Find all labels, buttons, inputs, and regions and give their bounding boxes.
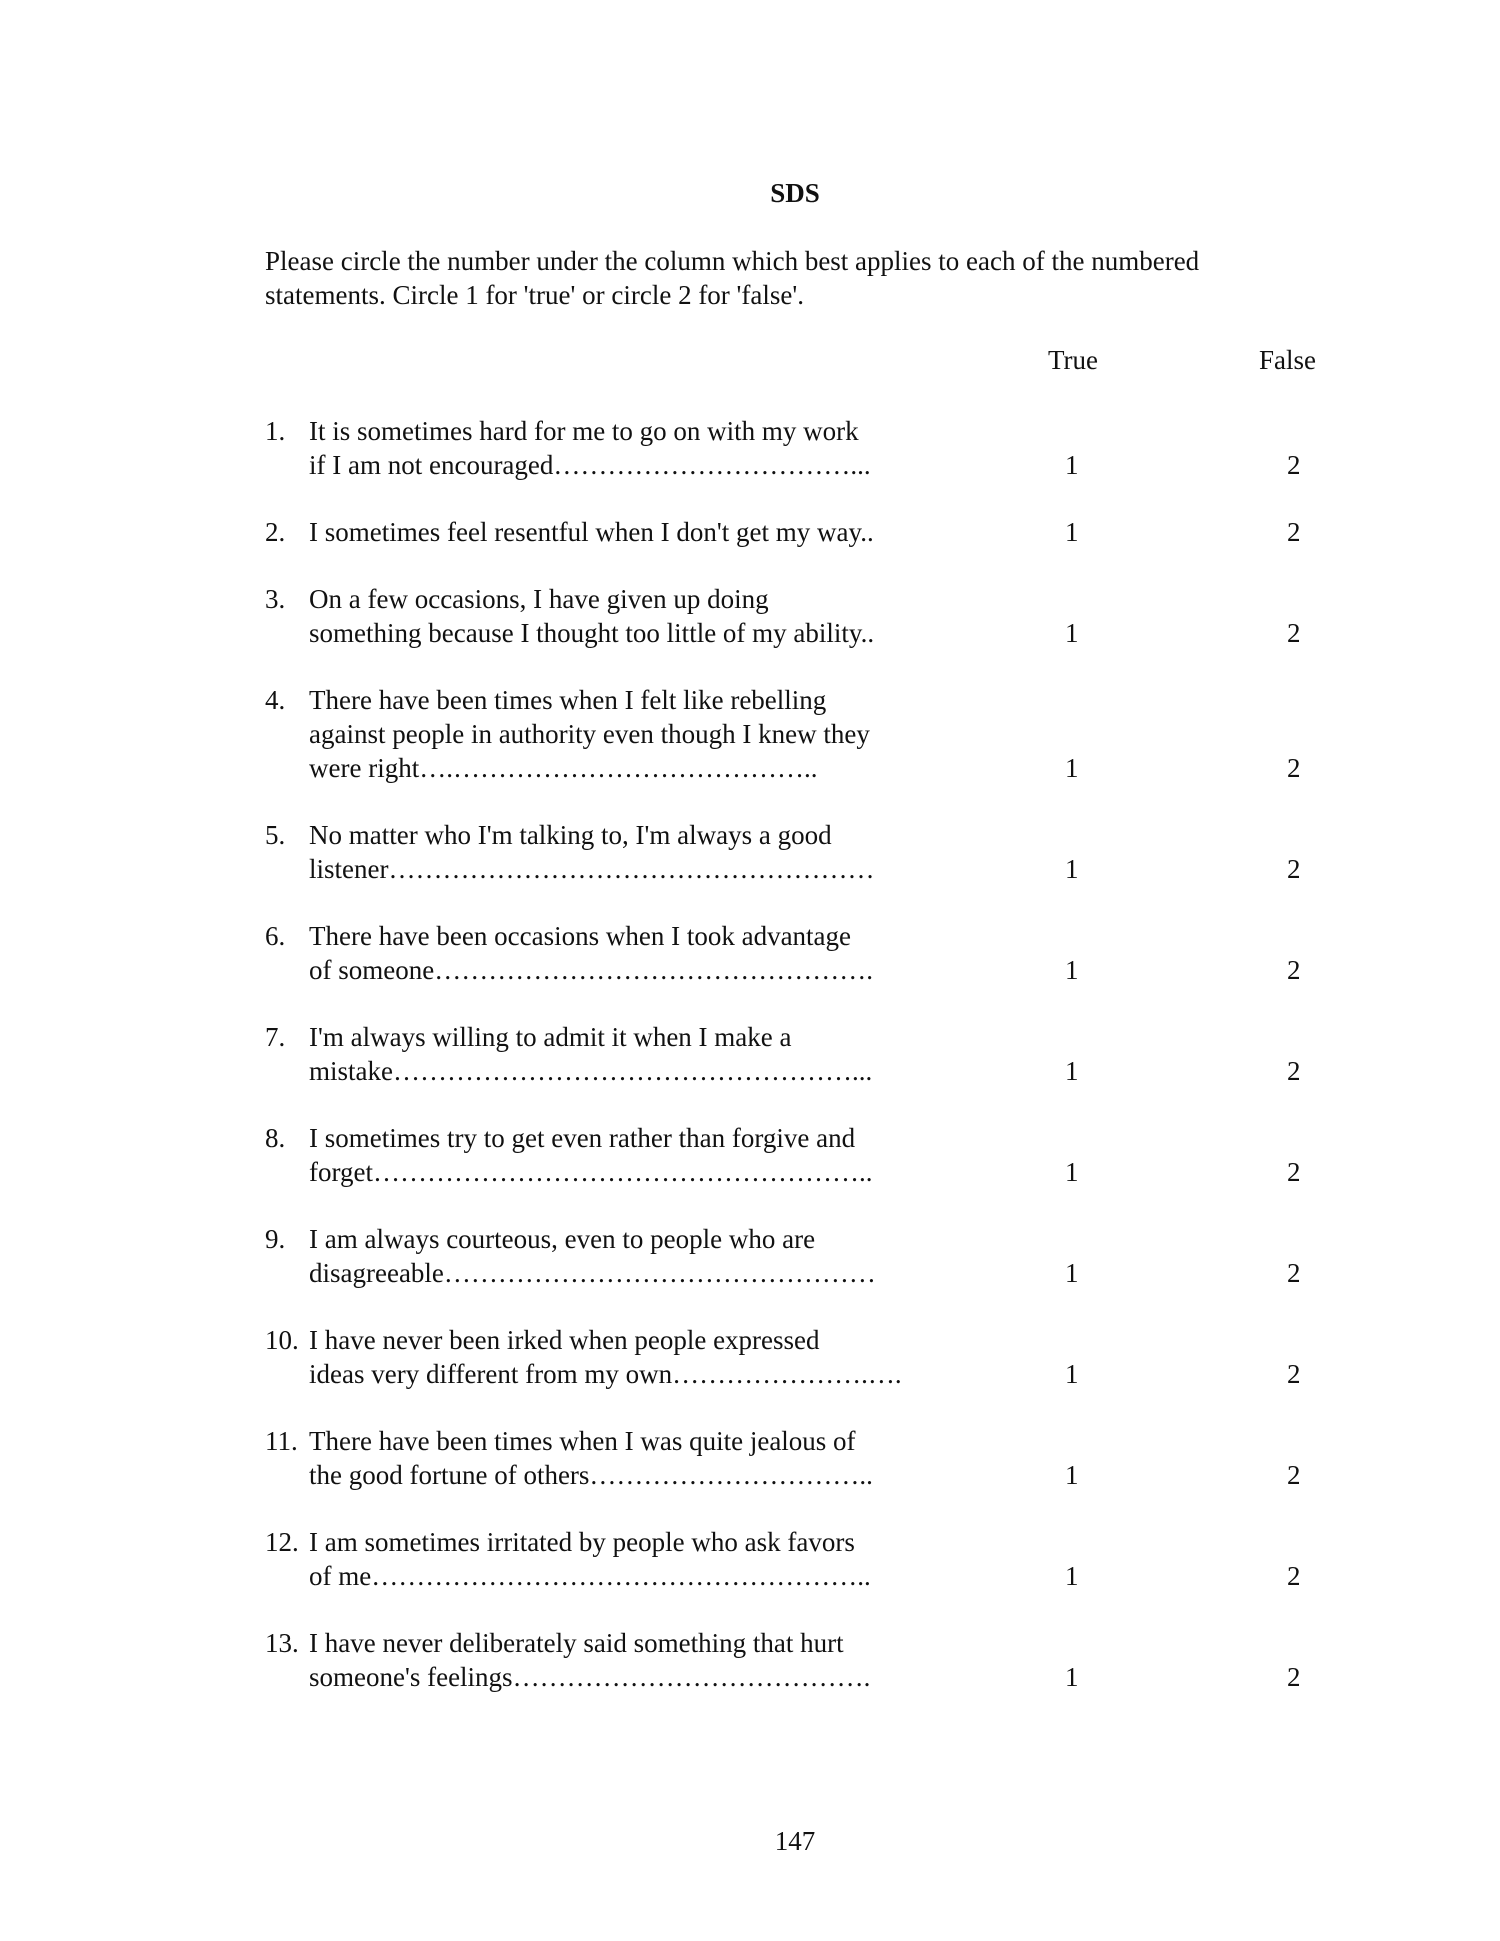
statement-number: 2.: [265, 517, 286, 547]
statement-item: [265, 1222, 1365, 1290]
true-option[interactable]: 1: [1065, 450, 1079, 480]
true-option[interactable]: 1: [1065, 753, 1079, 783]
page-number: 147: [774, 1826, 816, 1856]
statement-item: [265, 919, 1365, 987]
true-option[interactable]: 1: [1065, 1258, 1079, 1288]
statement-item: [265, 1424, 1365, 1492]
statement-item: [265, 582, 1365, 650]
false-option[interactable]: 2: [1287, 1359, 1301, 1389]
statement-text: I'm always willing to admit it when I make a mistake……………………………………………...: [309, 1022, 873, 1086]
statement-number: 9.: [265, 1224, 286, 1254]
false-option[interactable]: 2: [1287, 955, 1301, 985]
statement-item: [265, 1323, 1365, 1391]
statement-item: [265, 1020, 1365, 1088]
statement-number: 3.: [265, 584, 286, 614]
column-header-true: True: [1048, 345, 1099, 375]
statement-text: I have never been irked when people expressed ideas very different from my own………………….….: [309, 1325, 902, 1389]
true-option[interactable]: 1: [1065, 955, 1079, 985]
false-option[interactable]: 2: [1287, 1460, 1301, 1490]
statement-text: I sometimes try to get even rather than forgive and forget………………………………………………..: [309, 1123, 873, 1187]
instructions: Please circle the number under the column which best applies to each of the numbered statements. Circle 1 for 'true' or circle 2 for 'false'.: [265, 246, 1200, 310]
statement-item: [265, 818, 1365, 886]
statement-number: 10.: [265, 1325, 299, 1355]
false-option[interactable]: 2: [1287, 1056, 1301, 1086]
statement-text: On a few occasions, I have given up doing something because I thought too little of my ability..: [309, 584, 875, 648]
true-option[interactable]: 1: [1065, 1662, 1079, 1692]
true-option[interactable]: 1: [1065, 1359, 1079, 1389]
false-option[interactable]: 2: [1287, 1157, 1301, 1187]
statement-item: [265, 414, 1365, 482]
statement-text: I sometimes feel resentful when I don't get my way..: [309, 517, 874, 547]
statement-text: There have been times when I felt like rebelling against people in authority even though I knew they were right….…………………………………..: [309, 685, 870, 783]
false-option[interactable]: 2: [1287, 517, 1301, 547]
statement-number: 1.: [265, 416, 286, 446]
true-option[interactable]: 1: [1065, 618, 1079, 648]
statement-number: 7.: [265, 1022, 286, 1052]
statement-text: I am sometimes irritated by people who ask favors of me………………………………………………..: [309, 1527, 871, 1591]
page-title: SDS: [770, 178, 820, 208]
false-option[interactable]: 2: [1287, 753, 1301, 783]
statement-item: [265, 1626, 1365, 1694]
statement-number: 6.: [265, 921, 286, 951]
statement-number: 13.: [265, 1628, 299, 1658]
statement-number: 5.: [265, 820, 286, 850]
statement-text: No matter who I'm talking to, I'm always a good listener………………………………………………: [309, 820, 875, 884]
statement-number: 4.: [265, 685, 286, 715]
false-option[interactable]: 2: [1287, 618, 1301, 648]
true-option[interactable]: 1: [1065, 1157, 1079, 1187]
column-header-false: False: [1259, 345, 1316, 375]
statement-item: [265, 515, 1365, 549]
statement-item: [265, 1525, 1365, 1593]
statement-text: I am always courteous, even to people who are disagreeable…………………………………………: [309, 1224, 876, 1288]
statement-text: There have been occasions when I took advantage of someone………………………………………….: [309, 921, 873, 985]
statement-number: 8.: [265, 1123, 286, 1153]
statement-text: There have been times when I was quite jealous of the good fortune of others…………………………..: [309, 1426, 873, 1490]
statement-number: 11.: [265, 1426, 298, 1456]
true-option[interactable]: 1: [1065, 854, 1079, 884]
true-option[interactable]: 1: [1065, 517, 1079, 547]
statement-item: [265, 683, 1365, 785]
false-option[interactable]: 2: [1287, 1561, 1301, 1591]
statement-text: It is sometimes hard for me to go on with my work if I am not encouraged……………………………...: [309, 416, 871, 480]
statement-text: I have never deliberately said something that hurt someone's feelings………………………………….: [309, 1628, 871, 1692]
false-option[interactable]: 2: [1287, 1662, 1301, 1692]
false-option[interactable]: 2: [1287, 1258, 1301, 1288]
false-option[interactable]: 2: [1287, 854, 1301, 884]
true-option[interactable]: 1: [1065, 1561, 1079, 1591]
true-option[interactable]: 1: [1065, 1056, 1079, 1086]
statement-number: 12.: [265, 1527, 299, 1557]
true-option[interactable]: 1: [1065, 1460, 1079, 1490]
false-option[interactable]: 2: [1287, 450, 1301, 480]
statement-item: [265, 1121, 1365, 1189]
